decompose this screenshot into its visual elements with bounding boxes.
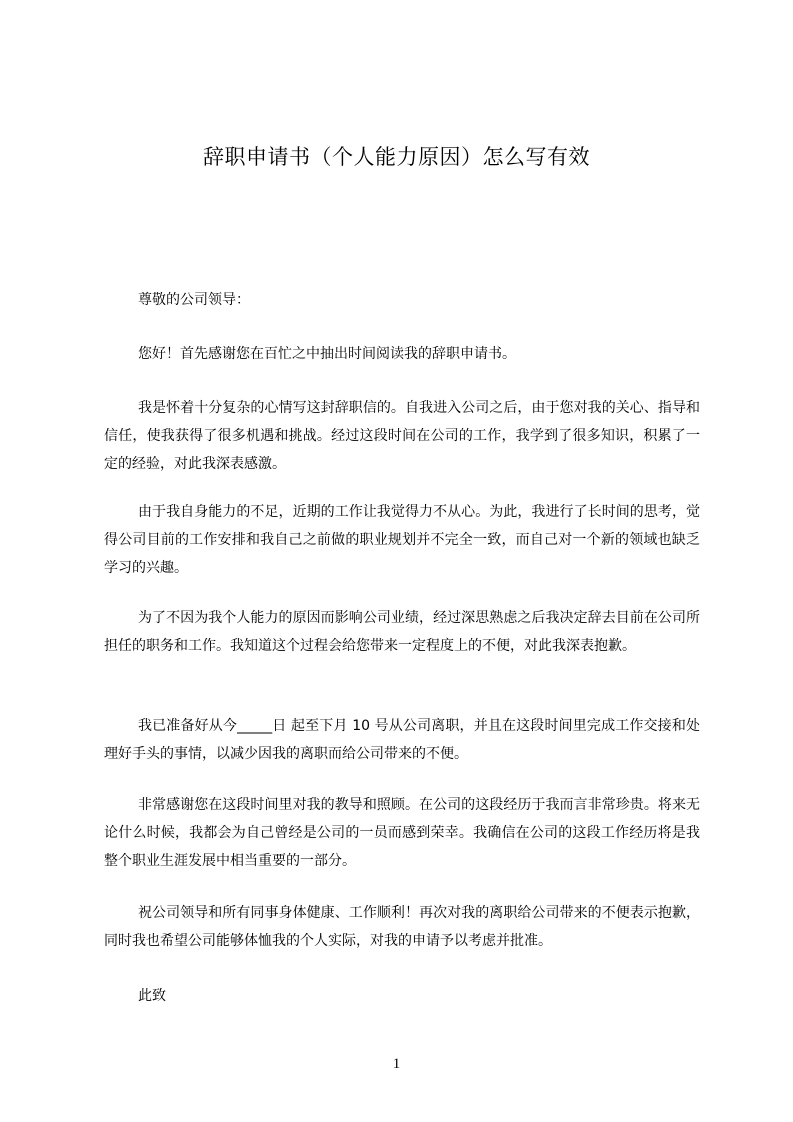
paragraph-gratitude: 我是怀着十分复杂的心情写这封辞职信的。自我进入公司之后，由于您对我的关心、指导和信任，使我获得了很多机遇和挑战。经过这段时间在公司的工作，我学到了很多知识，积累了一定的经验，对此我深表感激。 [104, 400, 700, 472]
closing: 此致 [138, 988, 166, 1004]
document-title: 辞职申请书（个人能力原因）怎么写有效 [203, 145, 590, 169]
page-number: 1 [392, 1056, 401, 1072]
paragraph-reason: 由于我自身能力的不足，近期的工作让我觉得力不从心。为此，我进行了长时间的思考，觉得公司目前的工作安排和我自己之前做的职业规划并不完全一致，而自己对一个新的领域也缺乏学习的兴趣。 [104, 504, 700, 576]
paragraph-decision: 为了不因为我个人能力的原因而影响公司业绩，经过深思熟虑之后我决定辞去目前在公司所担任的职务和工作。我知道这个过程会给您带来一定程度上的不便，对此我深表抱歉。 [104, 610, 700, 654]
salutation: 尊敬的公司领导： [138, 292, 250, 308]
paragraph-departure-date: 我已准备好从今_____日 起至下月 10 号从公司离职，并且在这段时间里完成工作交接和处理好手头的事情，以减少因我的离职而给公司带来的不便。 [104, 718, 700, 762]
paragraph-greeting: 您好！首先感谢您在百忙之中抽出时间阅读我的辞职申请书。 [138, 346, 516, 362]
paragraph-wishes: 祝公司领导和所有同事身体健康、工作顺利！再次对我的离职给公司带来的不便表示抱歉，同时我也希望公司能够体恤我的个人实际，对我的申请予以考虑并批准。 [104, 905, 700, 949]
paragraph-thanks: 非常感谢您在这段时间里对我的教导和照顾。在公司的这段经历于我而言非常珍贵。将来无论什么时候，我都会为自己曾经是公司的一员而感到荣幸。我确信在公司的这段工作经历将是我整个职业生涯发展中相当重要的一部分。 [104, 797, 700, 869]
